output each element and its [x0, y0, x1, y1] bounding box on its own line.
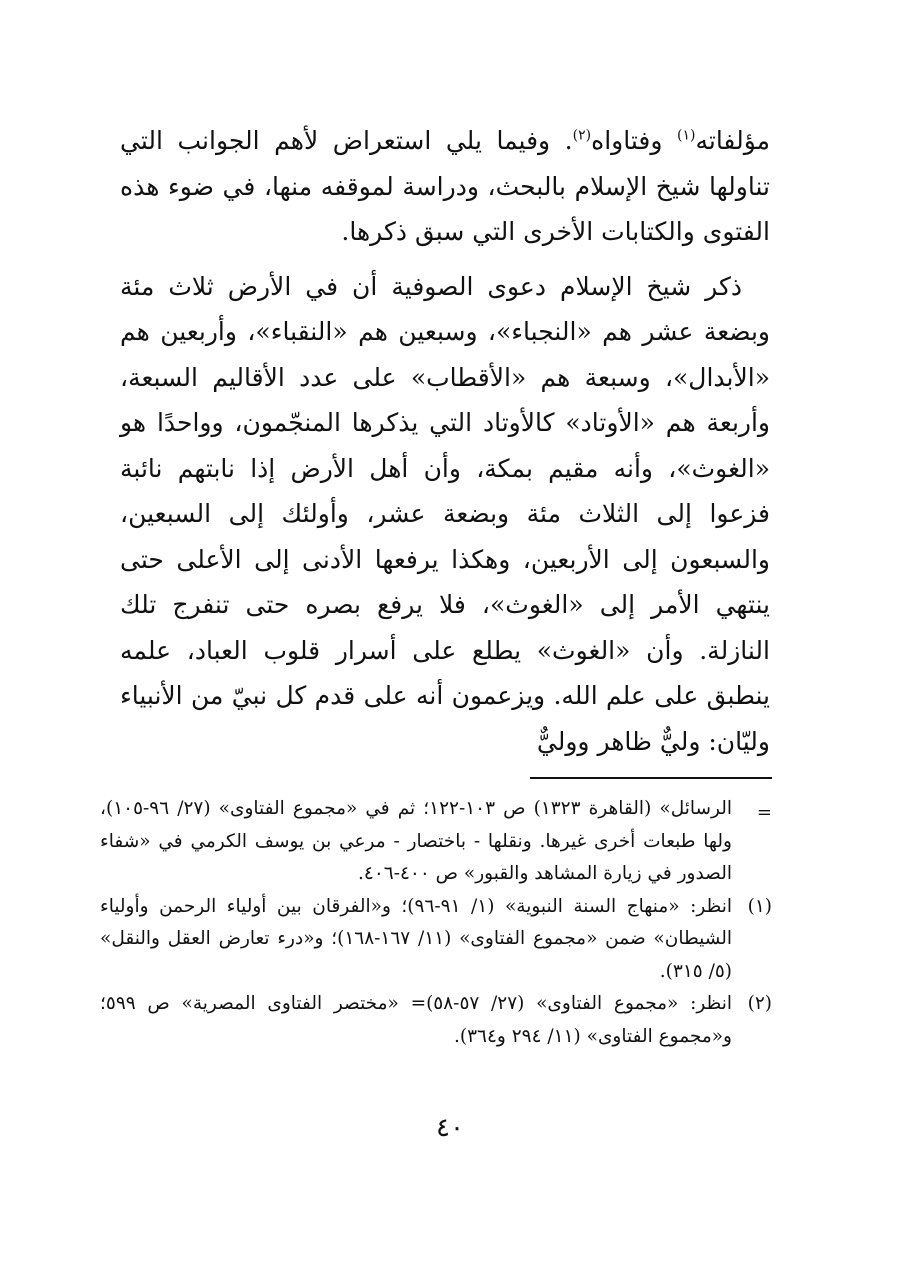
footnote-ref-2[interactable]: (٢): [572, 127, 592, 144]
footnote-text: انظر: «مجموع الفتاوى» (٢٧/ ٥٧-٥٨)= «مختصر الفتاوى المصرية» ص ٥٩٩؛ و«مجموع الفتاوى» (١١/ ٢٩٤ و٣٦٤).: [100, 993, 732, 1047]
para1-text-middle: وفتاواه: [591, 126, 677, 155]
footnote-continued: [100, 793, 772, 891]
paragraph-1: [120, 118, 770, 255]
footnotes: [100, 793, 772, 1053]
footnote-marker: =: [756, 802, 772, 823]
page-number: ٤٠: [436, 1113, 464, 1143]
footnote-text: الرسائل» (القاهرة ١٣٢٣) ص ١٠٣-١٢٢؛ ثم في «مجموع الفتاوى» (٢٧/ ٩٦-١٠٥)، ولها طبعات أخرى غيرها. ونقلها - باختصار - مرعي بن يوسف الكرمي في «شفاء الصدور في زيارة المشاهد والقبور» ص ٤٠٠-٤٠٦.: [100, 798, 732, 884]
footnote-ref-1[interactable]: (١): [676, 127, 696, 144]
para1-text-start: مؤلفاته: [695, 126, 771, 155]
footnote-1: [100, 891, 772, 989]
paragraph-2: ذكر شيخ الإسلام دعوى الصوفية أن في الأرض ثلاث مئة وبضعة عشر هم «النجباء»، وسبعين هم «النقباء»، وأربعين هم «الأبدال»، وسبعة هم «الأقطاب» على عدد الأقاليم السبعة، وأربعة هم «الأوتاد» كالأوتاد التي يذكرها المنجّمون، وواحدًا هو «الغوث»، وأنه مقيم بمكة، وأن أهل الأرض إذا نابتهم نائبة فزعوا إلى الثلاث مئة وبضعة عشر، وأولئك إلى السبعين، والسبعون إلى الأربعين، وهكذا يرفعها الأدنى إلى الأعلى حتى ينتهي الأمر إلى «الغوث»، فلا يرفع بصره حتى تنفرج تلك النازلة. وأن «الغوث» يطلع على أسرار قلوب العباد، علمه ينطبق على علم الله. ويزعمون أنه على قدم كل نبيّ من الأنبياء وليّان: وليٌّ ظاهر ووليٌّ: [120, 271, 770, 756]
main-text: [120, 118, 770, 764]
footnote-separator: [530, 777, 772, 779]
footnote-2: [100, 988, 772, 1053]
footnote-text: انظر: «منهاج السنة النبوية» (١/ ٩١-٩٦)؛ و«الفرقان بين أولياء الرحمن وأولياء الشيطان» ضمن «مجموع الفتاوى» (١١/ ١٦٧-١٦٨)؛ و«درء تعارض العقل والنقل» (٥/ ٣١٥).: [100, 895, 732, 982]
para1-text-end: . وفيما يلي استعراض لأهم الجوانب التي تناولها شيخ الإسلام بالبحث، ودراسة لموقفه منها، في ضوء هذه الفتوى والكتابات الأخرى التي سبق ذكرها.: [120, 126, 770, 246]
footnote-marker: (١): [747, 895, 772, 917]
footnote-marker: (٢): [747, 993, 772, 1014]
